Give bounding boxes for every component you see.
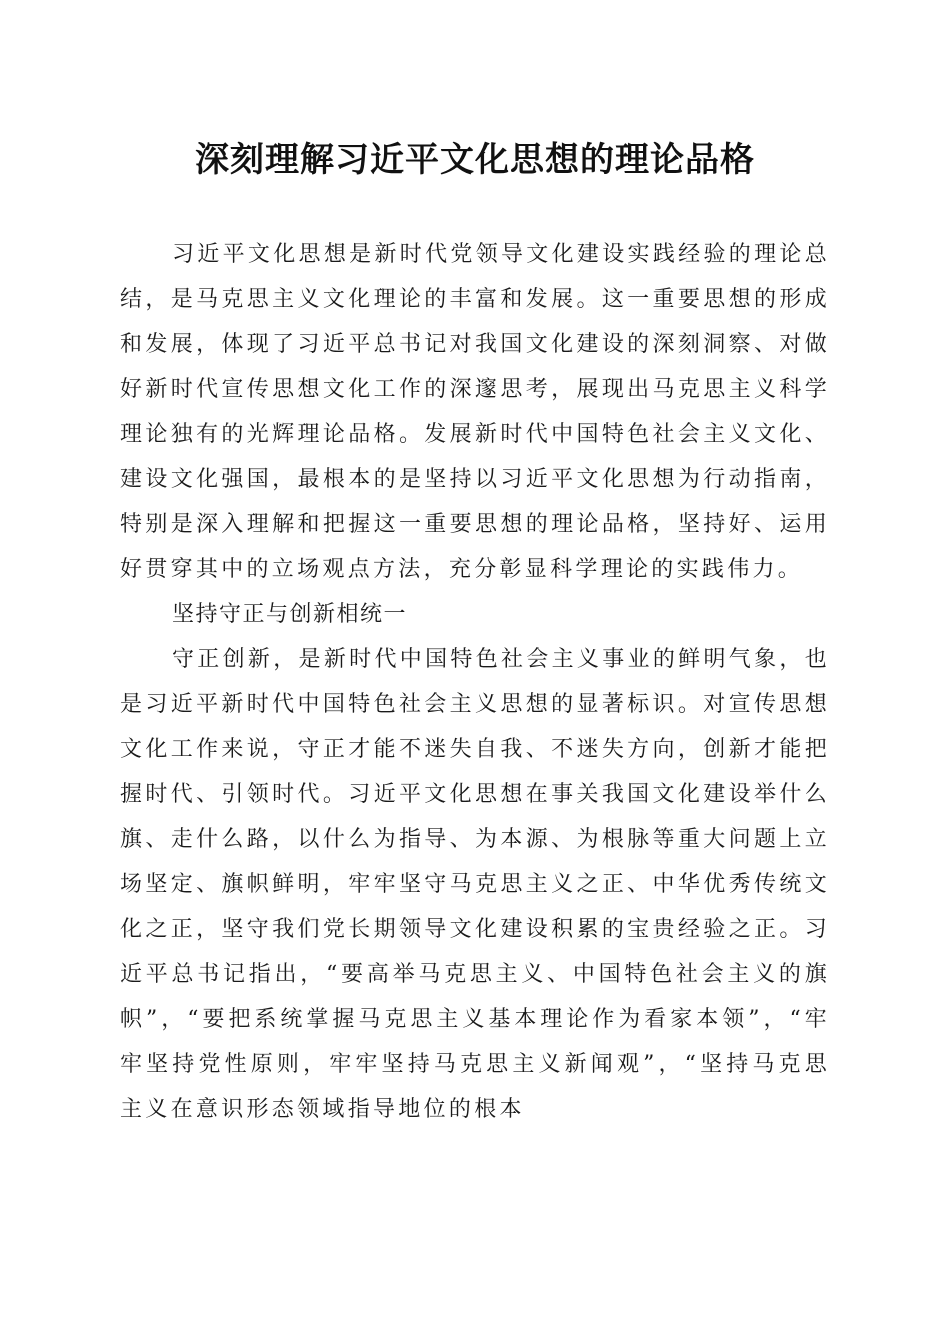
paragraph-intro: 习近平文化思想是新时代党领导文化建设实践经验的理论总结，是马克思主义文化理论的丰富和发展。这一重要思想的形成和发展，体现了习近平总书记对我国文化建设的深刻洞察、对做好新时代宣传思想文化工作的深邃思考，展现出马克思主义科学理论独有的光辉理论品格。发展新时代中国特色社会主义文化、建设文化强国，最根本的是坚持以习近平文化思想为行动指南，特别是深入理解和把握这一重要思想的理论品格，坚持好、运用好贯穿其中的立场观点方法，充分彰显科学理论的实践伟力。: [120, 242, 830, 582]
document-title: 深刻理解习近平文化思想的理论品格: [195, 140, 755, 180]
document-body: [120, 232, 830, 1132]
paragraph-section-1: 守正创新，是新时代中国特色社会主义事业的鲜明气象，也是习近平新时代中国特色社会主义思想的显著标识。对宣传思想文化工作来说，守正才能不迷失自我、不迷失方向，创新才能把握时代、引领时代。习近平文化思想在事关我国文化建设举什么旗、走什么路，以什么为指导、为本源、为根脉等重大问题上立场坚定、旗帜鲜明，牢牢坚守马克思主义之正、中华优秀传统文化之正，坚守我们党长期领导文化建设积累的宝贵经验之正。习近平总书记指出，“要高举马克思主义、中国特色社会主义的旗帜”，“要把系统掌握马克思主义基本理论作为看家本领”，“牢牢坚持党性原则，牢牢坚持马克思主义新闻观”，“坚持马克思主义在意识形态领域指导地位的根本: [120, 647, 830, 1122]
section-heading: 坚持守正与创新相统一: [172, 602, 408, 627]
